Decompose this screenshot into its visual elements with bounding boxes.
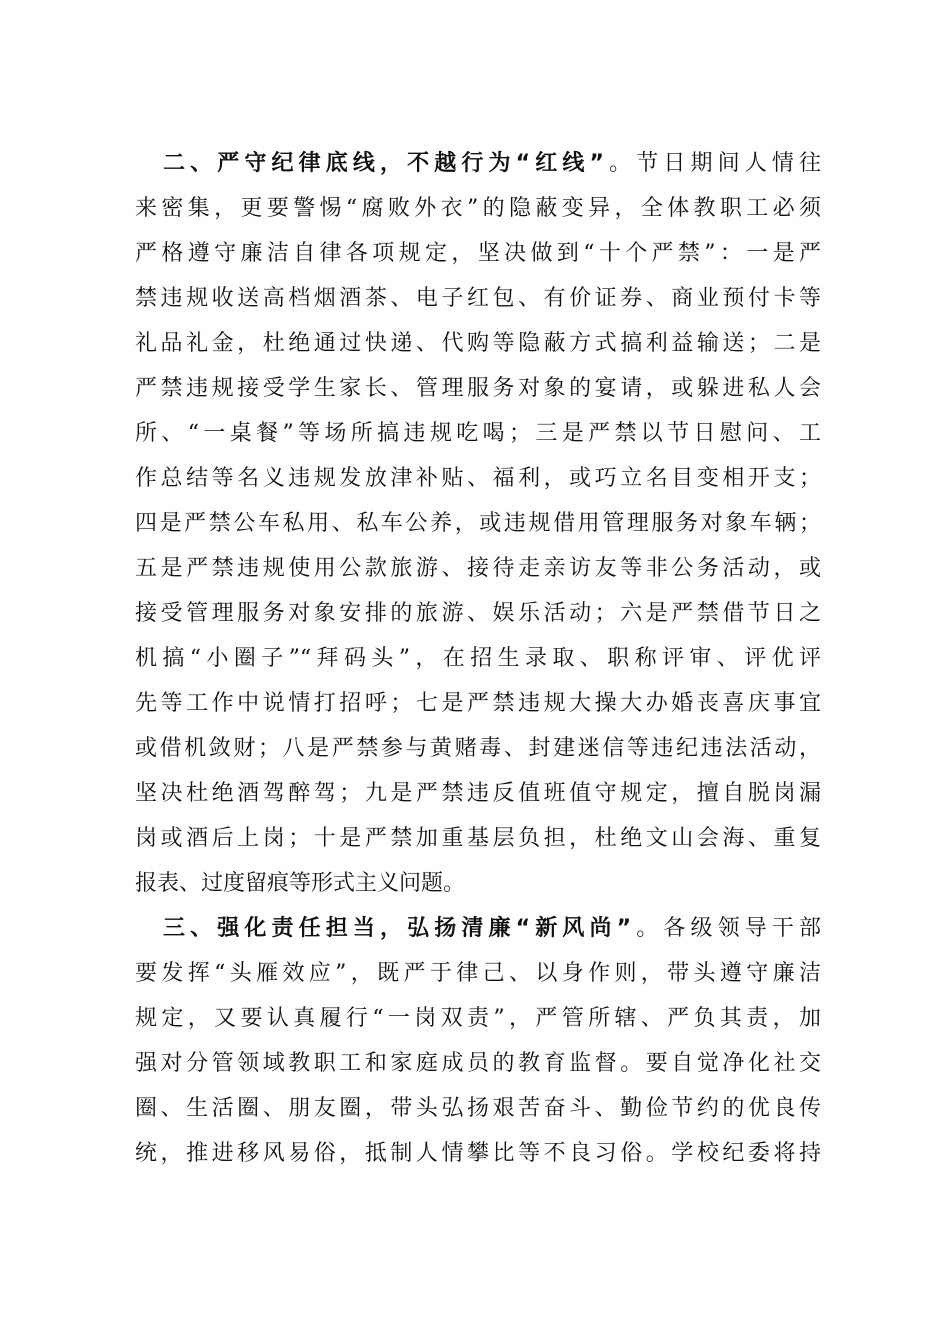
text-line: 严禁违规接受学生家长、管理服务对象的宴请，或躲进私人会 bbox=[135, 376, 821, 401]
section-heading: 三、强化责任担当，弘扬清廉“新风尚” bbox=[163, 916, 632, 941]
text-line: 坚决杜绝酒驾醉驾；九是严禁违反值班值守规定，擅自脱岗漏 bbox=[135, 781, 821, 806]
text-line: 所、“一桌餐”等场所搞违规吃喝；三是严禁以节日慰问、工 bbox=[135, 421, 821, 446]
document-page bbox=[135, 141, 821, 1176]
text-line: 作总结等名义违规发放津补贴、福利，或巧立名目变相开支； bbox=[135, 466, 821, 491]
text-line: 来密集，更要警惕“腐败外衣”的隐蔽变异，全体教职工必须 bbox=[135, 196, 821, 221]
text-line: 强对分管领域教职工和家庭成员的教育监督。要自觉净化社交 bbox=[135, 1051, 821, 1076]
text-line: 严格遵守廉洁自律各项规定，坚决做到“十个严禁”：一是严 bbox=[135, 241, 821, 266]
text-span: 。各级领导干部 bbox=[631, 916, 821, 941]
text-line: 礼品礼金，杜绝通过快递、代购等隐蔽方式搞利益输送；二是 bbox=[135, 331, 821, 356]
text-line: 规定，又要认真履行“一岗双责”，严管所辖、严负其责，加 bbox=[135, 1006, 821, 1031]
paragraph-first-line bbox=[135, 141, 821, 186]
text-line: 五是严禁违规使用公款旅游、接待走亲访友等非公务活动，或 bbox=[135, 556, 821, 581]
paragraph-first-line bbox=[135, 906, 821, 951]
text-span: 。节日期间人情往 bbox=[603, 151, 821, 176]
text-line: 先等工作中说情打招呼；七是严禁违规大操大办婚丧喜庆事宜 bbox=[135, 691, 821, 716]
text-line: 禁违规收送高档烟酒茶、电子红包、有价证券、商业预付卡等 bbox=[135, 286, 821, 311]
text-line: 或借机敛财；八是严禁参与黄赌毒、封建迷信等违纪违法活动， bbox=[135, 736, 821, 761]
text-line: 统，推进移风易俗，抵制人情攀比等不良习俗。学校纪委将持 bbox=[135, 1141, 821, 1166]
paragraph-2 bbox=[135, 141, 821, 906]
text-line: 岗或酒后上岗；十是严禁加重基层负担，杜绝文山会海、重复 bbox=[135, 826, 821, 851]
text-line: 圈、生活圈、朋友圈，带头弘扬艰苦奋斗、勤俭节约的优良传 bbox=[135, 1096, 821, 1121]
text-line: 要发挥“头雁效应”，既严于律己、以身作则，带头遵守廉洁 bbox=[135, 961, 821, 986]
text-line: 四是严禁公车私用、私车公养，或违规借用管理服务对象车辆； bbox=[135, 511, 821, 536]
text-line: 报表、过度留痕等形式主义问题。 bbox=[135, 871, 466, 896]
section-heading: 二、严守纪律底线，不越行为“红线” bbox=[163, 151, 604, 176]
text-line: 机搞“小圈子”“拜码头”，在招生录取、职称评审、评优评 bbox=[135, 646, 821, 671]
text-line: 接受管理服务对象安排的旅游、娱乐活动；六是严禁借节日之 bbox=[135, 601, 821, 626]
paragraph-3 bbox=[135, 906, 821, 1176]
